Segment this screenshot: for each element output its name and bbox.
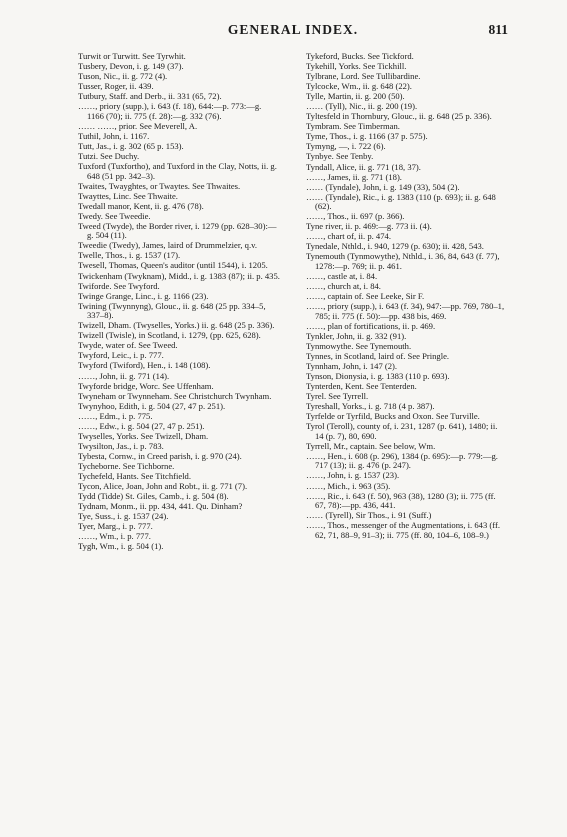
index-entry: Tydd (Tidde) St. Giles, Camb., i. g. 504 (8).	[78, 491, 229, 502]
index-entry: Tusbery, Devon, i. g. 149 (37).	[78, 61, 184, 72]
index-column-left	[78, 52, 280, 552]
index-entry: Tweed (Twyde), the Border river, i. 1279 (pp. 628–30):—g. 504 (11).	[78, 220, 277, 241]
index-entry: Tyer, Marg., i. p. 777.	[78, 521, 153, 532]
index-entry: Tyrel. See Tyrrell.	[306, 391, 369, 402]
index-entry: Tuthil, John, i. 1167.	[78, 130, 150, 141]
index-entry: Tyrol (Teroll), county of, i. 231, 1287 (p. 641), 1480; ii. 14 (p. 7), 80, 690.	[306, 421, 498, 441]
index-entry: Tykehill, Yorks. See Tickhill.	[306, 61, 407, 72]
index-entry: ……, James, ii. g. 771 (18).	[306, 171, 402, 182]
index-entry: Tycheborne. See Tichborne.	[78, 460, 175, 471]
index-entry: …… (Tyrell), Sir Thos., i. 91 (Suff.)	[306, 510, 432, 521]
index-entry: Tynnham, John, i. 147 (2).	[306, 360, 398, 371]
index-entry: ……, Thos., ii. 697 (p. 366).	[306, 211, 405, 222]
index-entry: Tynterden, Kent. See Tenterden.	[306, 381, 417, 392]
index-entry: Tyndall, Alice, ii. g. 771 (18, 37).	[306, 161, 421, 172]
index-entry: Tusser, Roger, ii. 439.	[78, 81, 154, 92]
index-entry: Tyltesfeld in Thornbury, Glouc., ii. g. 648 (25 p. 336).	[306, 111, 492, 122]
index-entry: Tyrfelde or Tyrfild, Bucks and Oxon. See Turville.	[306, 411, 480, 422]
page-header	[78, 22, 508, 40]
index-entry: Twelle, Thos., i. g. 1537 (17).	[78, 250, 181, 261]
index-entry: Tylbrane, Lord. See Tullibardine.	[306, 71, 421, 82]
index-entry: Tylcocke, Wm., ii. g. 648 (22).	[306, 81, 412, 92]
index-entry: ……, Ric., i. 643 (f. 50), 963 (38), 1280 (3); ii. 775 (ff. 67, 78):—pp. 436, 441.	[306, 490, 496, 511]
index-entry: Tycon, Alice, Joan, John and Robt., ii. g. 771 (7).	[78, 481, 248, 492]
index-entry: Tychefeld, Hants. See Titchfield.	[78, 470, 192, 481]
index-entry: ……, priory (supp.), i. 643 (f. 18), 644:—p. 773:—g. 1166 (70); ii. 775 (f. 28):—g. 332 (76).	[78, 101, 262, 121]
page-title: GENERAL INDEX.	[227, 22, 359, 37]
index-entry: Tyrrell, Mr., captain. See below, Wm.	[306, 440, 436, 451]
index-entry: Twining (Twynnyng), Glouc., ii. g. 648 (25 pp. 334–5, 337–8).	[78, 300, 266, 321]
index-entry: Tynedale, Nthld., i. 940, 1279 (p. 630); ii. 428, 543.	[306, 241, 484, 252]
index-entry: ……, Edw., i. g. 504 (27, 47 p. 251).	[78, 420, 205, 431]
index-entry: Tye, Suss., i. g. 1537 (24).	[78, 511, 169, 522]
index-entry: Tynbye. See Tenby.	[306, 151, 374, 162]
index-entry: Tykeford, Bucks. See Tickford.	[306, 51, 414, 61]
index-entry: Twysilton, Jas., i. p. 783.	[78, 440, 164, 451]
index-entry: Tuxford (Tuxfortho), and Tuxford in the Clay, Notts, ii. g. 648 (51 pp. 342–3).	[78, 161, 277, 181]
index-entry: Twayttes, Linc. See Thwaite.	[78, 190, 178, 201]
index-entry: Twedall manor, Kent, ii. g. 476 (78).	[78, 200, 204, 211]
index-entry: Tutzi. See Duchy.	[78, 150, 140, 161]
index-entry: ……, chart of, ii. p. 474.	[306, 231, 391, 242]
index-entry: ……, captain of. See Leeke, Sir F.	[306, 291, 425, 302]
index-entry: Tuson, Nic., ii. g. 772 (4).	[78, 71, 168, 82]
index-entry: Tygh, Wm., i. g. 504 (1).	[78, 541, 164, 552]
index-entry: Tutbury, Staff. and Derb., ii. 331 (65, 72).	[78, 91, 222, 102]
index-entry: Twyford (Twiford), Hen., i. 148 (108).	[78, 360, 211, 371]
index-entry: ……, church at, i. 84.	[306, 281, 381, 292]
page-number: 811	[488, 22, 508, 37]
index-entry: ……, plan of fortifications, ii. p. 469.	[306, 320, 436, 331]
index-entry: ……, John, ii. g. 771 (14).	[78, 370, 170, 381]
index-entry: Twyde, water of. See Tweed.	[78, 340, 178, 351]
index-entry: Turwit or Turwitt. See Tyrwhit.	[78, 51, 186, 61]
index-entry: Tydnam, Monm., ii. pp. 434, 441. Qu. Dinham?	[78, 501, 243, 512]
index-entry: Tynkler, John, ii. g. 332 (91).	[306, 330, 407, 341]
index-entry: Tybesta, Cornw., in Creed parish, i. g. 970 (24).	[78, 450, 242, 461]
index-entry: Twickenham (Twyknam), Midd., i. g. 1383 (87); ii. p. 435.	[78, 270, 280, 281]
index-entry: Twizell (Twisle), in Scotland, i. 1279, (pp. 625, 628).	[78, 330, 261, 341]
index-entry: Twyneham or Twynneham. See Christchurch Twynham.	[78, 390, 272, 401]
index-entry: ……, castle at, i. 84.	[306, 271, 378, 282]
index-entry: Tyreshall, Yorks., i. g. 718 (4 p. 387).	[306, 401, 435, 412]
index-column-right	[306, 52, 508, 540]
index-entry: ……, John, i. g. 1537 (23).	[306, 470, 400, 481]
index-entry: Twizell, Dham. (Twyselles, Yorks.) ii. g. 648 (25 p. 336).	[78, 320, 275, 331]
index-entry: Twesell, Thomas, Queen's auditor (until 1544), i. 1205.	[78, 260, 268, 271]
index-entry: ……, Thos., messenger of the Augmentations, i. 643 (ff. 62, 71, 88–9, 91–3); ii. 775 (ff. 80, 104–6, 108–9.)	[306, 520, 500, 540]
index-entry: Twaites, Twayghtes, or Twaytes. See Thwaites.	[78, 180, 241, 191]
index-entry: Tweedie (Twedy), James, laird of Drummelzier, q.v.	[78, 240, 258, 251]
index-entry: ……, Mich., i. 963 (35).	[306, 480, 391, 491]
index-entry: Tutt, Jas., i. g. 302 (65 p. 153).	[78, 140, 184, 151]
index-entry: Twynyhoo, Edith, i. g. 504 (27, 47 p. 251).	[78, 400, 226, 411]
index-entry: Tynmowythe. See Tynemouth.	[306, 340, 412, 351]
index-entry: Tynemouth (Tynmowythe), Nthld., i. 36, 84, 643 (f. 77), 1278:—p. 769; ii. p. 461.	[306, 251, 500, 271]
index-entry: Tymyng, —, i. 722 (6).	[306, 141, 386, 152]
index-entry: …… (Tyndale), John, i. g. 149 (33), 504 (2).	[306, 181, 460, 192]
index-entry: Twyselles, Yorks. See Twizell, Dham.	[78, 430, 209, 441]
index-entry: Twinge Grange, Linc., i. g. 1166 (23).	[78, 290, 209, 301]
index-entry: ……, Hen., i. 608 (p. 296), 1384 (p. 695):—p. 779:—g. 717 (13); ii. g. 476 (p. 247).	[306, 450, 498, 471]
index-entry: Twyforde bridge, Worc. See Uffenham.	[78, 380, 214, 391]
index-entry: Tyne river, ii. p. 469:—g. 773 ii. (4).	[306, 221, 432, 232]
index-entry: Twiforde. See Twyford.	[78, 280, 160, 291]
index-entry: Twedy. See Tweedie.	[78, 210, 151, 221]
index-entry: ……, Edm., i. p. 775.	[78, 410, 153, 421]
index-entry: Tylle, Martin, ii. g. 200 (50).	[306, 91, 405, 102]
index-entry: …… ……, prior. See Meverell, A.	[78, 120, 198, 131]
index-entry: Tynnes, in Scotland, laird of. See Pringle.	[306, 350, 450, 361]
index-entry: ……, priory (supp.), i. 643 (f. 34), 947:—pp. 769, 780–1, 785; ii. 775 (f. 50):—pp. 438 bis, 469.	[306, 301, 505, 321]
index-entry: Tymbram. See Timberman.	[306, 121, 400, 132]
index-entry: …… (Tyndale), Ric., i. g. 1383 (110 (p. 693); ii. g. 648 (62).	[306, 191, 496, 212]
index-entry: Twyford, Leic., i. p. 777.	[78, 350, 164, 361]
index-entry: ……, Wm., i. p. 777.	[78, 531, 151, 542]
index-entry: Tyme, Thos., i. g. 1166 (37 p. 575).	[306, 131, 428, 142]
index-entry: Tynson, Dionysia, i. g. 1383 (110 p. 693).	[306, 371, 450, 381]
index-entry: …… (Tyll), Nic., ii. g. 200 (19).	[306, 101, 418, 112]
